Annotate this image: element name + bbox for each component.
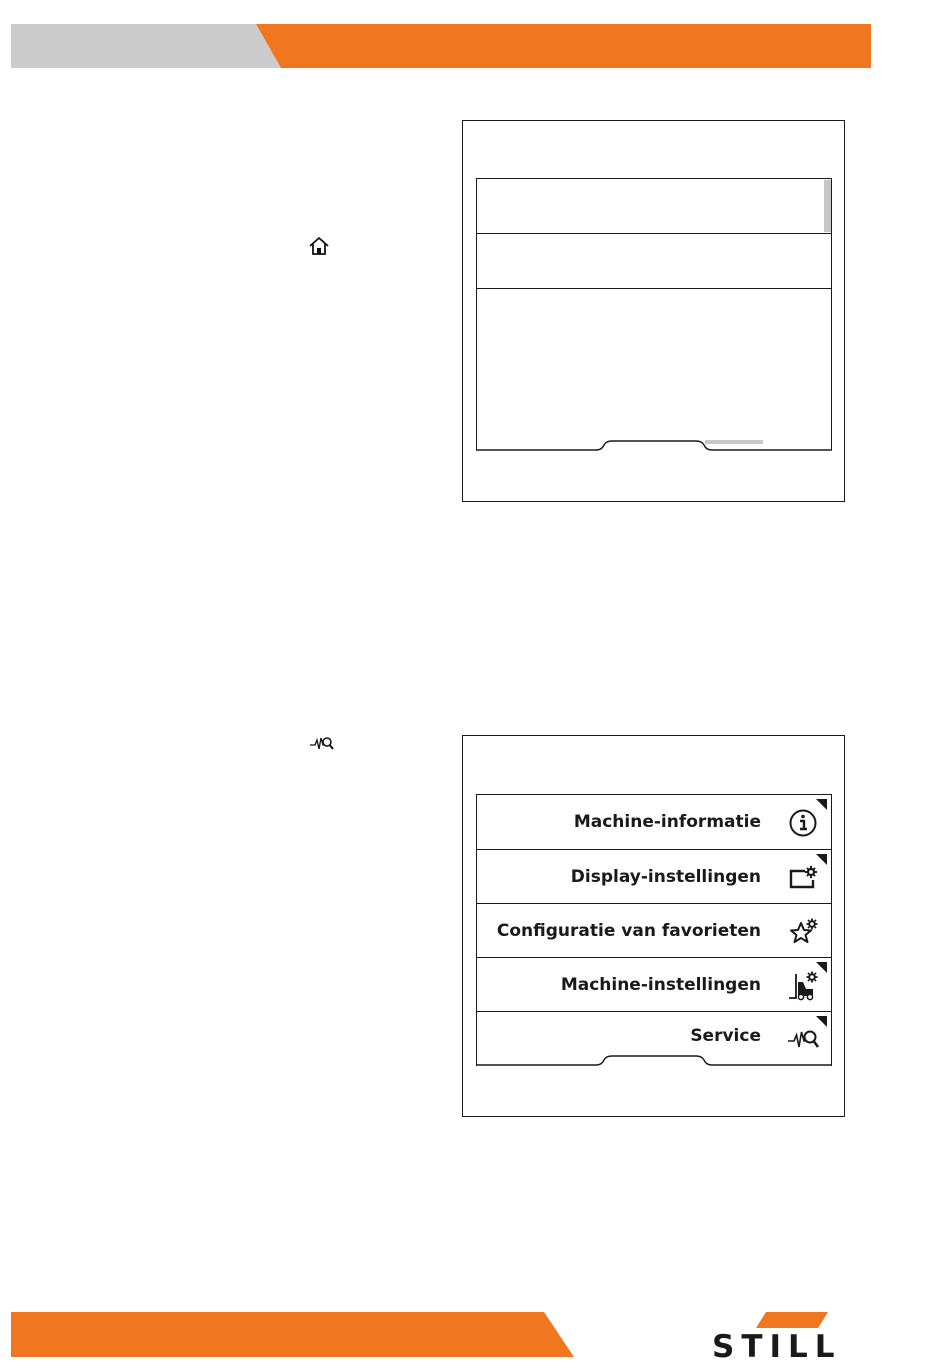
settings-menu [476,794,832,1066]
menu-item-label: Service [690,1026,761,1046]
home-icon [308,236,330,256]
menu-item-label: Configuratie van favorieten [496,920,761,941]
service-icon [787,1022,821,1056]
submenu-indicator [816,962,827,973]
footer-bar-graphic [11,1312,576,1357]
favorites-settings-icon [787,914,821,948]
screen1-bottom-tab[interactable] [476,436,832,452]
menu-item-label: Machine-informatie [573,812,761,832]
display-screen-settings [462,735,845,1117]
header-bar [11,24,871,68]
screen2-bottom-tab[interactable] [476,1052,832,1068]
menu-item-label: Machine-instellingen [560,974,761,995]
submenu-indicator [816,854,827,865]
service-icon [309,735,335,753]
info-icon [787,805,821,839]
submenu-indicator [816,799,827,810]
still-logo-text: STILL [712,1329,842,1365]
menu-item-machine-settings[interactable] [477,958,831,1012]
still-logo-accent [756,1312,828,1328]
display-screen-home [462,120,845,502]
footer-bar [11,1312,576,1357]
list-item[interactable] [477,179,831,234]
menu-item-display-settings[interactable] [477,850,831,904]
menu-item-favorites-config[interactable] [477,904,831,958]
screen1-list [476,178,832,450]
scrollbar[interactable] [824,180,831,232]
list-item[interactable] [477,234,831,289]
header-bar-graphic [11,24,871,68]
menu-item-label: Display-instellingen [570,866,761,887]
menu-item-machine-info[interactable] [477,795,831,850]
submenu-indicator [816,1016,827,1027]
